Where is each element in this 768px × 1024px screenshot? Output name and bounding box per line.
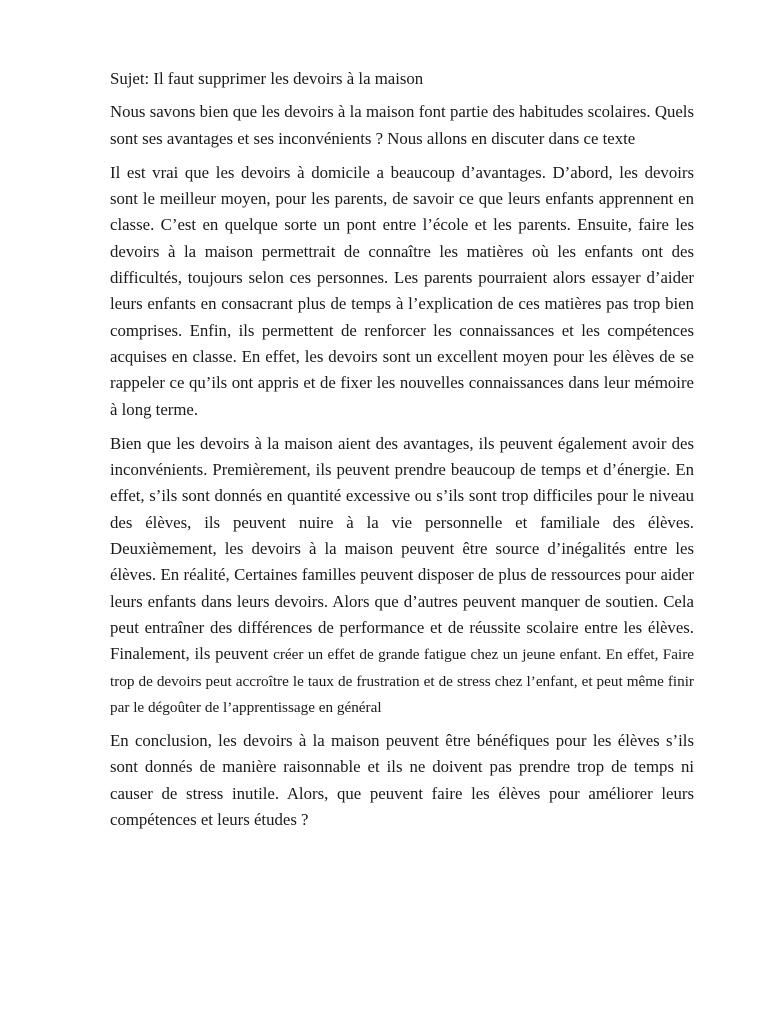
disadvantages-small-text: créer un effet de grande fatigue chez un jeune enfant. En effet, Faire trop de devoirs peut accroître le taux de frustration et de stress chez l’enfant, et peut même finir par le dégoûter de l’apprentissage en général <box>110 646 694 716</box>
disadvantages-text: Bien que les devoirs à la maison aient des avantages, ils peuvent également avoir des inconvénients. Premièrement, ils peuvent prendre beaucoup de temps et d’énergie. En effet, s’ils sont donnés en quantité excessive ou s’ils sont trop difficiles pour le niveau des élèves, ils peuvent nuire à la vie personnelle et familiale des élèves. Deuxièmement, les devoirs à la maison peuvent être source d’inégalités entre les élèves. En réalité, Certaines familles peuvent disposer de plus de ressources pour aider leurs enfants dans leurs devoirs. Alors que d’autres peuvent manquer de soutien. Cela peut entraîner des différences de performance et de réussite scolaire entre les élèves. Finalement, ils peuvent <box>110 433 694 664</box>
paragraph-disadvantages <box>110 431 694 720</box>
paragraph-advantages: Il est vrai que les devoirs à domicile a beaucoup d’avantages. D’abord, les devoirs sont le meilleur moyen, pour les parents, de savoir ce que leurs enfants apprennent en classe. C’est en quelque sorte un pont entre l’école et les parents. Ensuite, faire les devoirs à la maison permettrait de connaître les matières où les enfants ont des difficultés, toujours selon ces personnes. Les parents pourraient alors essayer d’aider leurs enfants en consacrant plus de temps à l’explication de ces matières pas trop bien comprises. Enfin, ils permettent de renforcer les connaissances et les compétences acquises en classe. En effet, les devoirs sont un excellent moyen pour les élèves de se rappeler ce qu’ils ont appris et de fixer les nouvelles connaissances dans leur mémoire à long terme. <box>110 162 694 419</box>
document-page <box>110 66 694 841</box>
paragraph-intro: Nous savons bien que les devoirs à la maison font partie des habitudes scolaires. Quels sont ses avantages et ses inconvénients ? Nous allons en discuter dans ce texte <box>110 102 694 148</box>
document-title: Sujet: Il faut supprimer les devoirs à la maison <box>110 69 424 88</box>
paragraph-conclusion: En conclusion, les devoirs à la maison peuvent être bénéfiques pour les élèves s’ils sont donnés de manière raisonnable et ils ne doivent pas prendre trop de temps ni causer de stress inutile. Alors, que peuvent faire les élèves pour améliorer leurs compétences et leurs études ? <box>110 731 694 830</box>
